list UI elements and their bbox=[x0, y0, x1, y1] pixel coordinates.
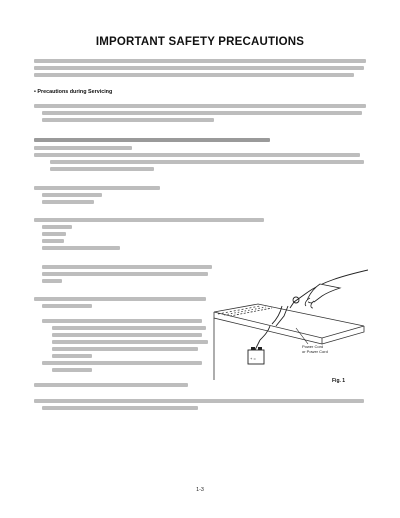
power-cord-figure bbox=[210, 268, 368, 386]
circuit-board-icon bbox=[214, 304, 364, 380]
section-heading: • Precautions during Servicing bbox=[34, 89, 113, 95]
page-title: IMPORTANT SAFETY PRECAUTIONS bbox=[95, 36, 305, 48]
svg-text:Power Cord: Power Cord bbox=[302, 344, 324, 349]
power-cord-callout bbox=[296, 328, 328, 354]
page-number: 1-3 bbox=[196, 487, 204, 493]
svg-text:or Power Cord: or Power Cord bbox=[302, 349, 328, 354]
probe-cable-icon bbox=[254, 270, 368, 352]
battery-icon bbox=[248, 347, 264, 364]
figure-label: Fig. 1 bbox=[332, 378, 346, 384]
hand-icon bbox=[305, 284, 340, 308]
svg-text:+ =: + = bbox=[250, 356, 256, 361]
